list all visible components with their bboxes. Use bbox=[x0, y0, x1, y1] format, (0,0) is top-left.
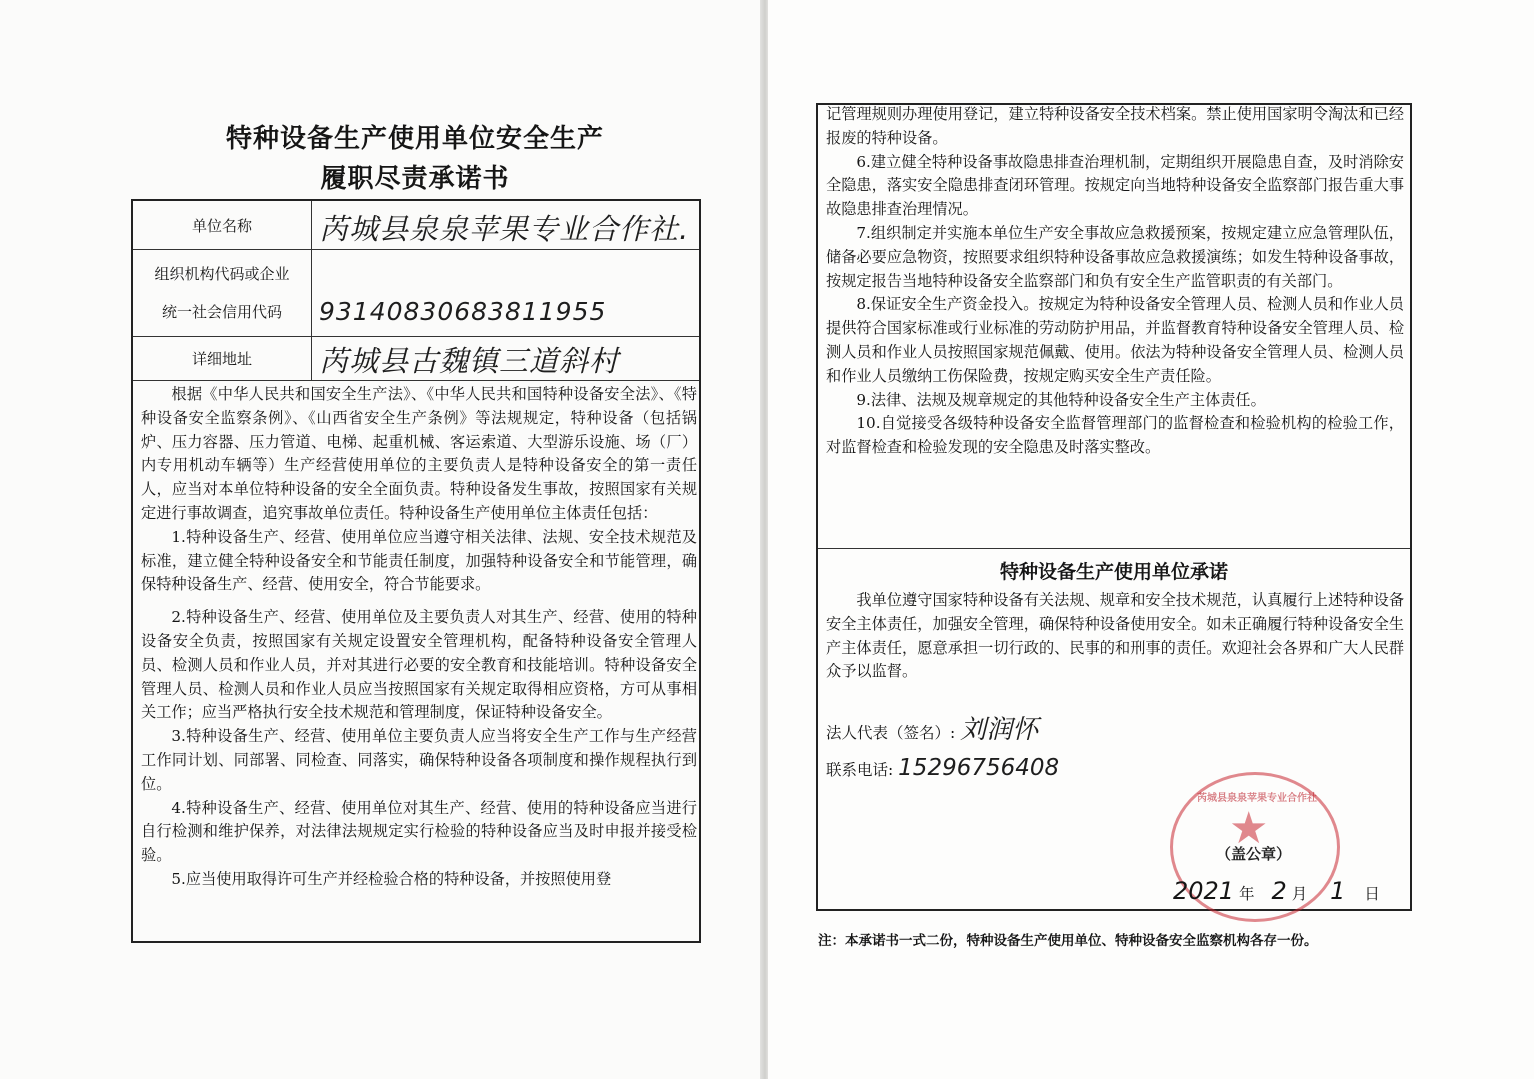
legal-rep-signature: 刘润怀 bbox=[960, 715, 1039, 745]
pledge-paragraph: 我单位遵守国家特种设备有关法规、规章和安全技术规范，认真履行上述特种设备安全主体责任，加强安全管理，确保特种设备使用安全。如未正确履行特种设备安全生产主体责任，愿意承担一切行政的、民事的和刑事的责任。欢迎社会各界和广大人民群众予以监督。 bbox=[826, 591, 1404, 681]
clause-5-end: 记管理规则办理使用登记，建立特种设备安全技术档案。禁止使用国家明令淘汰和已经报废的特种设备。 bbox=[826, 105, 1404, 147]
phone-label: 联系电话: bbox=[826, 761, 894, 779]
unit-name-row bbox=[133, 201, 699, 250]
unit-name-label: 单位名称 bbox=[191, 217, 252, 235]
date-month: 2 bbox=[1271, 877, 1287, 905]
date-day-label: 日 bbox=[1364, 885, 1380, 903]
right-form-box bbox=[816, 103, 1412, 911]
pledge-body bbox=[826, 589, 1404, 684]
clause-2: 2.特种设备生产、经营、使用单位及主要负责人对其生产、经营、使用的特种设备安全负责，按照国家有关规定设置安全管理机构，配备特种设备安全管理人员、检测人员和作业人员，并对其进行必要的安全教育和技能培训。特种设备安全管理人员、检测人员和作业人员应当按照国家有关规定取得相应资格，方可从事相关工作；应当严格执行安全技术规范和管理制度，保证特种设备安全。 bbox=[141, 608, 697, 722]
clause-8: 8.保证安全生产资金投入。按规定为特种设备安全管理人员、检测人员和作业人员提供符合国家标准或行业标准的劳动防护用品，并监督教育特种设备安全管理人员、检测人员和作业人员按照国家规范佩戴、使用。依法为特种设备安全管理人员、检测人员和作业人员缴纳工伤保险费，按规定购买安全生产责任险。 bbox=[826, 295, 1404, 385]
footnote: 注：本承诺书一式二份，特种设备生产使用单位、特种设备安全监察机构各存一份。 bbox=[818, 933, 1318, 949]
clause-1: 1.特种设备生产、经营、使用单位应当遵守相关法律、法规、安全技术规范及标准，建立健全特种设备安全和节能责任制度，加强特种设备安全和节能管理，确保特种设备生产、经营、使用安全，符合节能要求。 bbox=[141, 527, 697, 594]
section-divider bbox=[818, 548, 1410, 549]
clause-10: 10.自觉接受各级特种设备安全监督管理部门的监督检查和检验机构的检验工作，对监督检查和检验发现的安全隐患及时落实整改。 bbox=[826, 414, 1404, 457]
left-form-box bbox=[131, 199, 701, 943]
credit-code-value: 93140830683811955 bbox=[319, 297, 607, 326]
clause-5-start: 5.应当使用取得许可生产并经检验合格的特种设备，并按照使用登 bbox=[171, 869, 612, 888]
code-label-line1: 组织机构代码或企业 bbox=[154, 265, 290, 283]
date-day: 1 bbox=[1330, 877, 1346, 905]
address-value: 芮城县古魏镇三道斜村 bbox=[319, 344, 620, 378]
legal-rep-label: 法人代表（签名）: bbox=[826, 724, 956, 742]
address-row bbox=[133, 336, 699, 381]
seal-label: （盖公章） bbox=[1216, 845, 1292, 863]
date-month-label: 月 bbox=[1291, 885, 1308, 903]
phone-value: 15296756408 bbox=[898, 755, 1060, 781]
legal-rep-line bbox=[826, 709, 1038, 746]
document-title-line2: 履职尽责承诺书 bbox=[320, 164, 510, 194]
date-year-label: 年 bbox=[1239, 885, 1255, 903]
phone-line bbox=[826, 755, 1059, 781]
date-year: 2021 bbox=[1173, 877, 1235, 905]
left-body-text bbox=[141, 383, 697, 892]
credit-code-row bbox=[133, 249, 699, 337]
clause-7: 7.组织制定并实施本单位生产安全事故应急救援预案，按规定建立应急管理队伍，储备必要应急物资，按照要求组织特种设备事故应急救援演练；如发生特种设备事故，按规定报告当地特种设备安全监察部门和负有安全生产监管职责的有关部门。 bbox=[826, 223, 1404, 290]
seal-text: 芮城县泉泉苹果专业合作社 bbox=[1197, 793, 1317, 804]
right-body-text bbox=[826, 103, 1404, 460]
clause-6: 6.建立健全特种设备事故隐患排查治理机制，定期组织开展隐患自查，及时消除安全隐患，落实安全隐患排查闭环管理。按规定向当地特种设备安全监察部门报告重大事故隐患排查治理情况。 bbox=[826, 152, 1404, 219]
seal-star-icon: ★ bbox=[1229, 803, 1269, 854]
pledge-title: 特种设备生产使用单位承诺 bbox=[999, 561, 1228, 583]
clause-9: 9.法律、法规及规章规定的其他特种设备安全生产主体责任。 bbox=[856, 390, 1266, 409]
document-title-line1: 特种设备生产使用单位安全生产 bbox=[225, 124, 604, 154]
unit-name-value: 芮城县泉泉苹果专业合作社. bbox=[319, 212, 690, 246]
address-label: 详细地址 bbox=[191, 350, 252, 368]
date-line bbox=[1173, 877, 1380, 905]
clause-3: 3.特种设备生产、经营、使用单位主要负责人应当将安全生产工作与生产经营工作同计划、同部署、同检查、同落实，确保特种设备各项制度和操作规程执行到位。 bbox=[141, 727, 697, 793]
code-label-line2: 统一社会信用代码 bbox=[161, 303, 282, 321]
clause-4: 4.特种设备生产、经营、使用单位对其生产、经营、使用的特种设备应当进行自行检测和维护保养，对法律法规规定实行检验的特种设备应当及时申报并接受检验。 bbox=[141, 798, 697, 865]
left-page bbox=[0, 0, 762, 1079]
intro-paragraph: 根据《中华人民共和国安全生产法》、《中华人民共和国特种设备安全法》、《特种设备安全监察条例》、《山西省安全生产条例》等法规规定，特种设备（包括锅炉、压力容器、压力管道、电梯、起重机械、客运索道、大型游乐设施、场（厂）内专用机动车辆等）生产经营使用单位的主要负责人是特种设备安全的第一责任人，应当对本单位特种设备的安全全面负责。特种设备发生事故，按照国家有关规定进行事故调查，追究事故单位责任。特种设备生产使用单位主体责任包括： bbox=[141, 385, 697, 522]
